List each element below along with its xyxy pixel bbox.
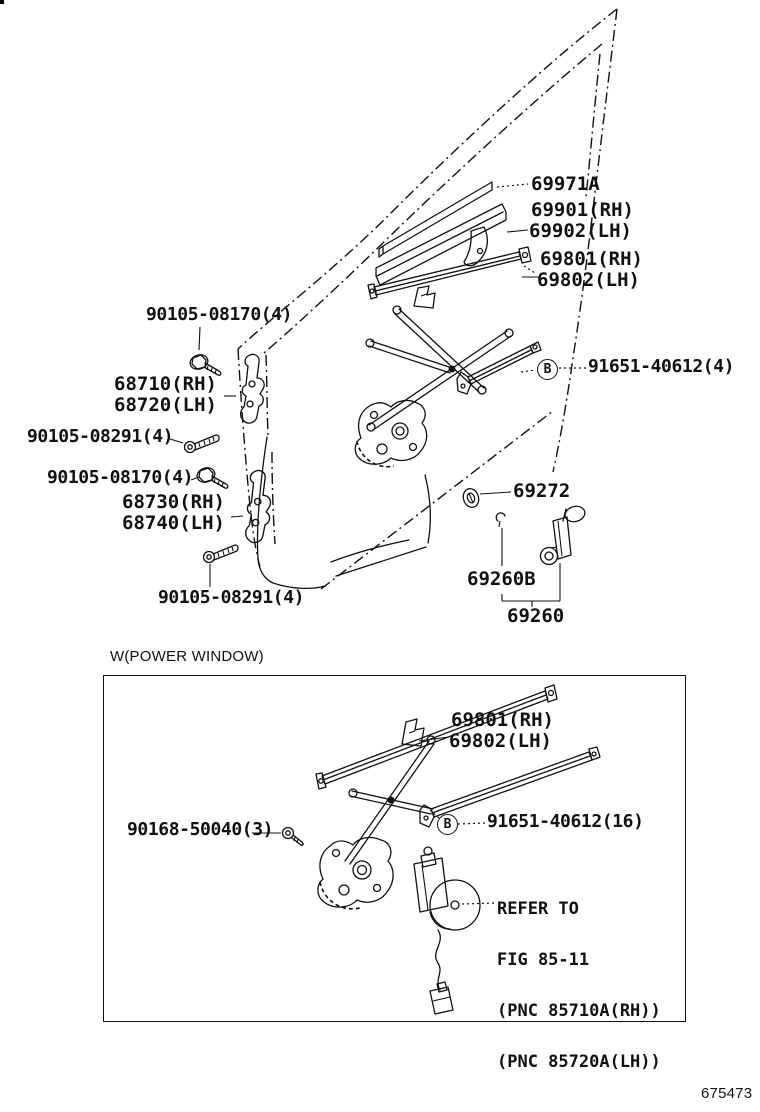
pw-label-regulator-rh: 69801(RH) — [451, 709, 554, 731]
refer-note-line3: (PNC 85710A(RH)) — [497, 1001, 661, 1021]
part-label-hinge-bolt-upper: 90105-08170(4) — [146, 304, 293, 325]
hinge-bolt-upper — [188, 353, 221, 376]
refer-note-line4: (PNC 85720A(LH)) — [497, 1052, 661, 1072]
part-label-glass-run: 69971A — [531, 173, 600, 195]
body-bolt-lower — [204, 545, 239, 563]
figure-number: 675473 — [701, 1085, 753, 1102]
part-label-door-glass-lh: 69902(LH) — [529, 220, 632, 242]
part-label-hinge-upper-lh: 68720(LH) — [114, 394, 217, 416]
handle-pad-grommet — [461, 487, 511, 510]
door-outline — [238, 9, 617, 589]
part-label-handle: 69260 — [507, 605, 565, 627]
b-fastener-marker-pw: B — [437, 814, 458, 835]
window-crank-handle — [541, 504, 587, 564]
part-label-regulator-rh: 69801(RH) — [540, 248, 643, 270]
part-label-hinge-lower-rh: 68730(RH) — [122, 491, 225, 513]
part-label-hinge-lower-lh: 68740(LH) — [122, 512, 225, 534]
part-label-handle-pad: 69272 — [513, 480, 571, 502]
part-label-body-bolt-upper: 90105-08291(4) — [27, 426, 174, 447]
part-label-door-glass-rh: 69901(RH) — [531, 199, 634, 221]
body-bolt-upper — [185, 435, 220, 453]
part-label-body-bolt-lower: 90105-08291(4) — [158, 587, 305, 608]
part-label-handle-clip: 69260B — [467, 568, 536, 590]
hinge-bolt-lower — [195, 466, 228, 489]
part-label-hinge-bolt-lower: 90105-08170(4) — [47, 467, 194, 488]
refer-note — [497, 867, 661, 1105]
handle-clip — [496, 513, 505, 527]
power-window-note: W(POWER WINDOW) — [110, 648, 264, 665]
part-label-regulator-screw: 91651-40612(4) — [588, 356, 735, 377]
upper-door-hinge — [241, 354, 265, 423]
b-fastener-marker: B — [537, 359, 558, 380]
pw-label-regulator-screw: 91651-40612(16) — [487, 811, 644, 832]
refer-note-line1: REFER TO — [497, 899, 579, 919]
part-label-hinge-upper-rh: 68710(RH) — [114, 373, 217, 395]
pw-label-regulator-lh: 69802(LH) — [449, 730, 552, 752]
part-label-regulator-lh: 69802(LH) — [537, 269, 640, 291]
refer-note-line2: FIG 85-11 — [497, 950, 590, 970]
pw-label-motor-screw: 90168-50040(3) — [127, 819, 274, 840]
